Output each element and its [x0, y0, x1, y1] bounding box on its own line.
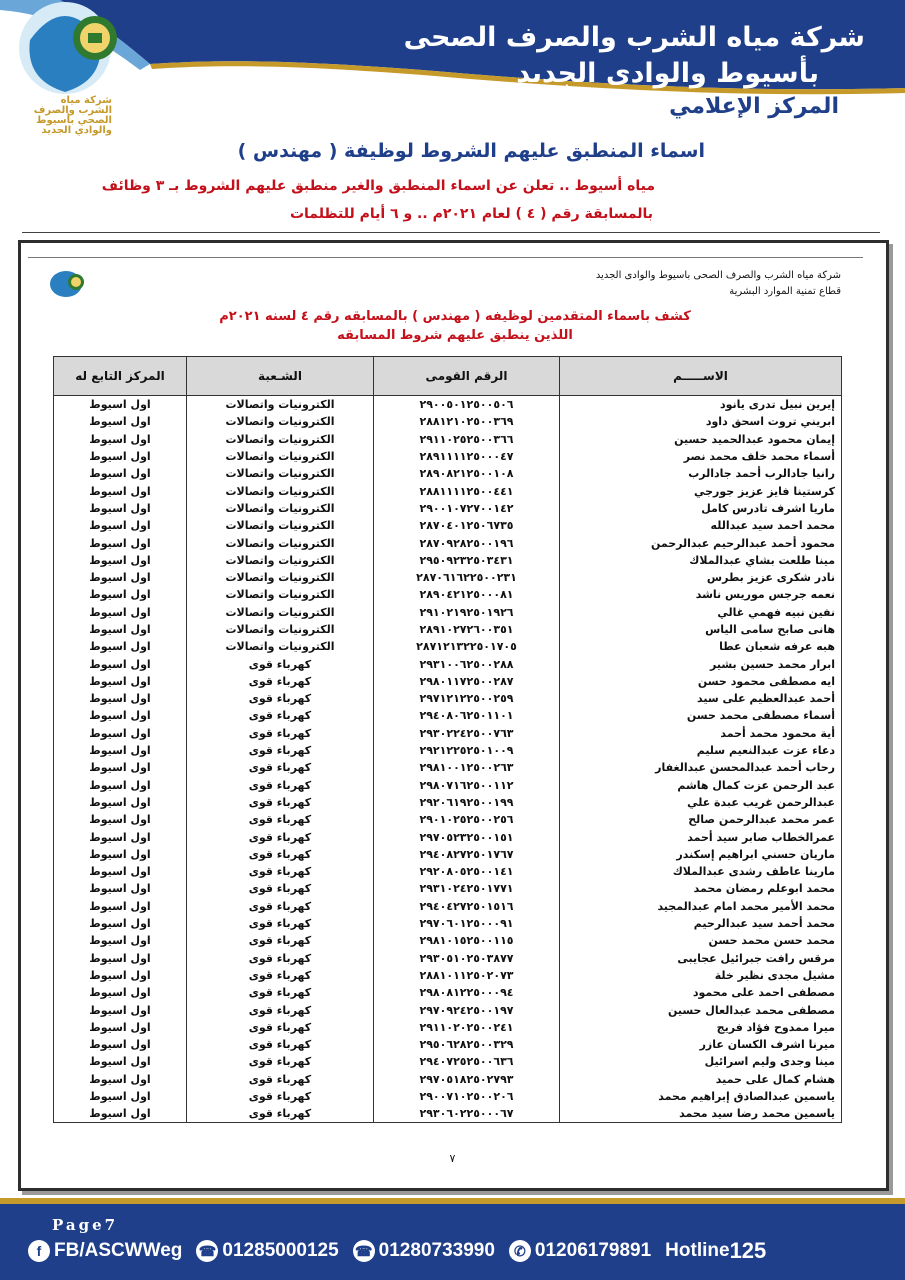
table-row	[54, 967, 842, 984]
applicant-name: أحمد عبدالعظيم على سيد	[560, 690, 842, 707]
center: اول اسيوط	[54, 673, 187, 690]
national-id: ٢٩٠١٠٢٥٢٥٠٠٢٥٦	[374, 811, 560, 828]
national-id: ٢٩٣١٠٢٤٢٥٠١٧٧١	[374, 880, 560, 897]
branch: كهرباء قوى	[187, 1105, 374, 1123]
branch: كهرباء قوى	[187, 1088, 374, 1105]
national-id: ٢٩١٠٢١٩٢٥٠١٩٢٦	[374, 604, 560, 621]
company-logo	[0, 0, 150, 110]
whatsapp-number: 01206179891	[534, 1240, 652, 1261]
table-row	[54, 396, 842, 414]
list-subtitle: اللذين ينطبق عليهم شروط المسابقه	[337, 328, 573, 343]
applicant-name: رحاب أحمد عبدالمحسن عبدالغفار	[560, 759, 842, 776]
applicant-name: محمود أحمد عبدالرحيم عبدالرحمن	[560, 534, 842, 551]
table-row	[54, 846, 842, 863]
applicant-name: ايه مصطفى محمود حسن	[560, 673, 842, 690]
branch: الكترونيات واتصالات	[187, 517, 374, 534]
national-id: ٢٨٧٠٤٠١٢٥٠٦٧٣٥	[374, 517, 560, 534]
applicant-name: مارينا عاطف رشدى عبدالملاك	[560, 863, 842, 880]
branch: الكترونيات واتصالات	[187, 569, 374, 586]
national-id: ٢٩٧٠٥١٨٢٥٠٢٧٩٣	[374, 1071, 560, 1088]
center: اول اسيوط	[54, 794, 187, 811]
table-row	[54, 1053, 842, 1070]
national-id: ٢٩٠٠٥٠١٢٥٠٠٥٠٦	[374, 396, 560, 414]
national-id: ٢٨٩١٠٢٧٢٦٠٠٣٥١	[374, 621, 560, 638]
center: اول اسيوط	[54, 950, 187, 967]
branch: الكترونيات واتصالات	[187, 586, 374, 603]
facebook-icon: f	[28, 1240, 50, 1262]
table-row	[54, 759, 842, 776]
national-id: ٢٨٧٠٩٢٨٢٥٠٠١٩٦	[374, 534, 560, 551]
applicant-name: هبه عرفه شعبان عطا	[560, 638, 842, 655]
applicant-name: أسماء محمد خلف محمد نصر	[560, 448, 842, 465]
table-row	[54, 725, 842, 742]
table-row	[54, 465, 842, 482]
page-header	[0, 0, 905, 138]
national-id: ٢٨٩٠٨٢١٢٥٠٠١٠٨	[374, 465, 560, 482]
applicant-name: أية محمود محمد أحمد	[560, 725, 842, 742]
branch: الكترونيات واتصالات	[187, 431, 374, 448]
announcement-line3: بالمسابقة رقم ( ٤ ) لعام ٢٠٢١م .. و ٦ أيام للتظلمات	[289, 206, 653, 222]
national-id: ٢٩١١٠٢٥٢٥٠٠٣٦٦	[374, 431, 560, 448]
applicant-name: ياسمين عبدالصادق إبراهيم محمد	[560, 1088, 842, 1105]
branch: كهرباء قوى	[187, 794, 374, 811]
list-title: كشف باسماء المتقدمين لوظيفه ( مهندس ) بالمسابقه رقم ٤ لسنه ٢٠٢١م	[219, 309, 691, 324]
branch: كهرباء قوى	[187, 984, 374, 1001]
national-id: ٢٩٨٠٧١٦٢٥٠٠١١٢	[374, 777, 560, 794]
center: اول اسيوط	[54, 638, 187, 655]
applicant-name: عمر محمد عبدالرحمن صالح	[560, 811, 842, 828]
applicant-name: محمد أحمد سيد عبدالرحيم	[560, 915, 842, 932]
center: اول اسيوط	[54, 828, 187, 845]
table-row	[54, 638, 842, 655]
center: اول اسيوط	[54, 1053, 187, 1070]
table-row	[54, 707, 842, 724]
applicant-name: إيرين نبيل تدرى يانود	[560, 396, 842, 414]
applicant-name: مصطفى احمد على محمود	[560, 984, 842, 1001]
national-id: ٢٩٢٠٦١٩٢٥٠٠١٩٩	[374, 794, 560, 811]
company-name-line2: بأسيوط والوادى الجديد	[516, 58, 819, 89]
center: اول اسيوط	[54, 500, 187, 517]
branch: كهرباء قوى	[187, 1001, 374, 1018]
branch: كهرباء قوى	[187, 1053, 374, 1070]
branch: كهرباء قوى	[187, 846, 374, 863]
center: اول اسيوط	[54, 482, 187, 499]
table-row	[54, 1088, 842, 1105]
national-id: ٢٩٧١٢١٢٢٥٠٠٢٥٩	[374, 690, 560, 707]
center: اول اسيوط	[54, 811, 187, 828]
table-row	[54, 482, 842, 499]
table-row	[54, 552, 842, 569]
applicant-name: عبد الرحمن عزت كمال هاشم	[560, 777, 842, 794]
branch: كهرباء قوى	[187, 742, 374, 759]
table-row	[54, 1001, 842, 1018]
branch: الكترونيات واتصالات	[187, 482, 374, 499]
applicant-name: مشيل مجدى نظير خلة	[560, 967, 842, 984]
center: اول اسيوط	[54, 898, 187, 915]
applicant-name: رانيا جادالرب أحمد جادالرب	[560, 465, 842, 482]
applicant-name: نفين نبيه فهمي غالي	[560, 604, 842, 621]
branch: كهرباء قوى	[187, 1036, 374, 1053]
table-row	[54, 1105, 842, 1123]
table-row	[54, 1036, 842, 1053]
branch: كهرباء قوى	[187, 1019, 374, 1036]
national-id: ٢٩٢١٢٢٥٢٥٠١٠٠٩	[374, 742, 560, 759]
applicant-name: نادر شكرى عزيز بطرس	[560, 569, 842, 586]
national-id: ٢٩١١٠٢٠٢٥٠٠٢٤١	[374, 1019, 560, 1036]
center: اول اسيوط	[54, 846, 187, 863]
national-id: ٢٨٨١٢١٠٢٥٠٠٣٦٩	[374, 413, 560, 430]
center: اول اسيوط	[54, 932, 187, 949]
table-row	[54, 742, 842, 759]
phone-number-2: 01280733990	[378, 1240, 495, 1261]
applicant-name: محمد ابوعلم رمضان محمد	[560, 880, 842, 897]
branch: الكترونيات واتصالات	[187, 604, 374, 621]
table-row	[54, 915, 842, 932]
center: اول اسيوط	[54, 534, 187, 551]
phone-link-2[interactable]	[353, 1240, 495, 1262]
table-row	[54, 898, 842, 915]
table-row	[54, 1019, 842, 1036]
phone-icon: ☎	[196, 1240, 218, 1262]
branch: كهرباء قوى	[187, 828, 374, 845]
national-id: ٢٩٣٠٢٢٤٢٥٠٠٧٦٣	[374, 725, 560, 742]
applicant-name: نعمه جرجس موريس ناشد	[560, 586, 842, 603]
center: اول اسيوط	[54, 880, 187, 897]
center: اول اسيوط	[54, 586, 187, 603]
logo-text: شركة مياه الشرب والصرف الصحي بأسيوط والوادي الجديد	[33, 95, 112, 136]
center: اول اسيوط	[54, 413, 187, 430]
column-header-center: المركز التابع له	[54, 357, 187, 396]
national-id: ٢٨٩١١١١٢٥٠٠٠٤٧	[374, 448, 560, 465]
applicant-name: هانى صابح سامى الياس	[560, 621, 842, 638]
national-id: ٢٩٣٠٥١٠٢٥٠٣٨٧٧	[374, 950, 560, 967]
sheet-top-line	[28, 257, 863, 258]
column-header-branch: الشـعبة	[187, 357, 374, 396]
center: اول اسيوط	[54, 1071, 187, 1088]
center: اول اسيوط	[54, 967, 187, 984]
hotline-label: Hotline	[665, 1240, 730, 1261]
table-row	[54, 569, 842, 586]
table-row	[54, 863, 842, 880]
applicant-name: مينا وجدى وليم اسرائيل	[560, 1053, 842, 1070]
national-id: ٢٩٠٠١٠٧٢٧٠٠١٤٢	[374, 500, 560, 517]
table-row	[54, 828, 842, 845]
center: اول اسيوط	[54, 863, 187, 880]
media-center-label: المركز الإعلامي	[669, 94, 839, 119]
applicant-name: مصطفى محمد عبدالعال حسين	[560, 1001, 842, 1018]
applicant-name: كرستينا فايز عزيز جورجي	[560, 482, 842, 499]
table-row	[54, 673, 842, 690]
center: اول اسيوط	[54, 1019, 187, 1036]
center: اول اسيوط	[54, 707, 187, 724]
national-id: ٢٩٨٠٨١٢٢٥٠٠٠٩٤	[374, 984, 560, 1001]
national-id: ٢٩٣٠٦٠٢٢٥٠٠٠٦٧	[374, 1105, 560, 1123]
applicant-name: ماريان حسني ابراهيم إسكندر	[560, 846, 842, 863]
contact-bar	[28, 1238, 780, 1264]
phone-icon: ☎	[353, 1240, 375, 1262]
national-id: ٢٩٧٠٦٠١٢٥٠٠٠٩١	[374, 915, 560, 932]
center: اول اسيوط	[54, 1105, 187, 1123]
national-id: ٢٩٤٠٨٠٦٢٥٠١١٠١	[374, 707, 560, 724]
applicant-name: محمد احمد سيد عبدالله	[560, 517, 842, 534]
org-line1: شركة مياه الشرب والصرف الصحى باسيوط والوادى الجديد	[595, 270, 841, 281]
table-row	[54, 794, 842, 811]
center: اول اسيوط	[54, 621, 187, 638]
branch: الكترونيات واتصالات	[187, 638, 374, 655]
national-id: ٢٨٨١١١١٢٥٠٠٤٤١	[374, 482, 560, 499]
national-id: ٢٩٨٠١١٧٢٥٠٠٢٨٧	[374, 673, 560, 690]
table-row	[54, 811, 842, 828]
applicant-name: هشام كمال على حميد	[560, 1071, 842, 1088]
whatsapp-icon: ✆	[509, 1240, 531, 1262]
applicant-name: ماريا اشرف تادرس كامل	[560, 500, 842, 517]
table-row	[54, 932, 842, 949]
announcement-line2: مياه أسيوط .. تعلن عن اسماء المنطبق والغير منطبق عليهم الشروط بـ ٣ وظائف	[101, 178, 655, 194]
center: اول اسيوط	[54, 431, 187, 448]
branch: الكترونيات واتصالات	[187, 396, 374, 414]
center: اول اسيوط	[54, 569, 187, 586]
table-row	[54, 586, 842, 603]
table-row	[54, 621, 842, 638]
applicant-name: ابرار محمد حسين بشير	[560, 655, 842, 672]
center: اول اسيوط	[54, 517, 187, 534]
center: اول اسيوط	[54, 742, 187, 759]
company-name-line1: شركة مياه الشرب والصرف الصحى	[403, 22, 865, 53]
branch: الكترونيات واتصالات	[187, 448, 374, 465]
national-id: ٢٩٤٠٧٢٥٢٥٠٠٦٣٦	[374, 1053, 560, 1070]
org-line2: قطاع تمنية الموارد البشرية	[729, 286, 841, 297]
table-row	[54, 1071, 842, 1088]
branch: كهرباء قوى	[187, 725, 374, 742]
center: اول اسيوط	[54, 915, 187, 932]
page-label: Page7	[52, 1216, 119, 1234]
branch: كهرباء قوى	[187, 707, 374, 724]
applicant-name: ميرنا اشرف الكسان عازر	[560, 1036, 842, 1053]
center: اول اسيوط	[54, 396, 187, 414]
applicant-name: محمد الأمير محمد امام عبدالمجيد	[560, 898, 842, 915]
branch: كهرباء قوى	[187, 811, 374, 828]
column-header-national-id: الرقم القومى	[374, 357, 560, 396]
table-row	[54, 517, 842, 534]
national-id: ٢٩٥٠٩٢٣٢٥٠٣٤٣١	[374, 552, 560, 569]
facebook-link[interactable]	[28, 1240, 182, 1262]
national-id: ٢٩٨١٠٠١٢٥٠٠٢٦٣	[374, 759, 560, 776]
national-id: ٢٩٠٠٧١٠٢٥٠٠٢٠٦	[374, 1088, 560, 1105]
national-id: ٢٨٧١٢١٣٢٢٥٠١٧٠٥	[374, 638, 560, 655]
branch: الكترونيات واتصالات	[187, 500, 374, 517]
center: اول اسيوط	[54, 1088, 187, 1105]
table-row	[54, 431, 842, 448]
national-id: ٢٩٥٠٦٢٨٢٥٠٠٣٢٩	[374, 1036, 560, 1053]
center: اول اسيوط	[54, 655, 187, 672]
phone-number-1: 01285000125	[222, 1240, 339, 1261]
branch: كهرباء قوى	[187, 777, 374, 794]
hotline-number: 125	[729, 1238, 767, 1263]
national-id: ٢٨٧٠٦١٦٢٢٥٠٠٢٣١	[374, 569, 560, 586]
center: اول اسيوط	[54, 1001, 187, 1018]
center: اول اسيوط	[54, 690, 187, 707]
national-id: ٢٩٧٠٩٢٤٢٥٠٠١٩٧	[374, 1001, 560, 1018]
whatsapp-link[interactable]	[509, 1240, 651, 1262]
center: اول اسيوط	[54, 604, 187, 621]
national-id: ٢٩٧٠٥٢٣٢٥٠٠١٥١	[374, 828, 560, 845]
branch: الكترونيات واتصالات	[187, 621, 374, 638]
center: اول اسيوط	[54, 448, 187, 465]
branch: كهرباء قوى	[187, 880, 374, 897]
applicant-name: أسماء مصطفى محمد حسن	[560, 707, 842, 724]
applicant-name: ميرا ممدوح فؤاد فريج	[560, 1019, 842, 1036]
national-id: ٢٩٣١٠٠٦٢٥٠٠٢٨٨	[374, 655, 560, 672]
branch: الكترونيات واتصالات	[187, 552, 374, 569]
table-header-row	[54, 357, 842, 396]
announcement-title: اسماء المنطبق عليهم الشروط لوظيفة ( مهندس )	[237, 140, 705, 162]
branch: كهرباء قوى	[187, 863, 374, 880]
branch: كهرباء قوى	[187, 690, 374, 707]
table-row	[54, 413, 842, 430]
table-row	[54, 984, 842, 1001]
center: اول اسيوط	[54, 465, 187, 482]
branch: كهرباء قوى	[187, 673, 374, 690]
divider	[22, 232, 880, 233]
branch: الكترونيات واتصالات	[187, 413, 374, 430]
facebook-handle: FB/ASCWWeg	[54, 1240, 183, 1261]
branch: الكترونيات واتصالات	[187, 534, 374, 551]
applicant-name: ابريني تروت اسحق داود	[560, 413, 842, 430]
center: اول اسيوط	[54, 725, 187, 742]
national-id: ٢٩٢٠٨٠٥٢٥٠٠١٤١	[374, 863, 560, 880]
applicant-name: عمرالخطاب صابر سيد أحمد	[560, 828, 842, 845]
branch: كهرباء قوى	[187, 967, 374, 984]
table-row	[54, 690, 842, 707]
phone-link-1[interactable]	[196, 1240, 338, 1262]
branch: كهرباء قوى	[187, 950, 374, 967]
table-row	[54, 777, 842, 794]
branch: كهرباء قوى	[187, 655, 374, 672]
branch: الكترونيات واتصالات	[187, 465, 374, 482]
applicant-name: عبدالرحمن غريب عبدة علي	[560, 794, 842, 811]
branch: كهرباء قوى	[187, 932, 374, 949]
center: اول اسيوط	[54, 777, 187, 794]
applicant-name: إيمان محمود عبدالحميد حسين	[560, 431, 842, 448]
table-row	[54, 655, 842, 672]
applicant-name: دعاء عزت عبدالنعيم سليم	[560, 742, 842, 759]
national-id: ٢٨٨١٠١١٢٥٠٢٠٧٣	[374, 967, 560, 984]
center: اول اسيوط	[54, 984, 187, 1001]
center: اول اسيوط	[54, 552, 187, 569]
column-header-name: الاســـــم	[560, 357, 842, 396]
applicants-table	[53, 356, 842, 1123]
branch: كهرباء قوى	[187, 915, 374, 932]
table-row	[54, 880, 842, 897]
center: اول اسيوط	[54, 1036, 187, 1053]
table-row	[54, 950, 842, 967]
applicant-name: ياسمين محمد رضا سيد محمد	[560, 1105, 842, 1123]
national-id: ٢٩٨١٠١٥٢٥٠٠١١٥	[374, 932, 560, 949]
national-id: ٢٩٤٠٤٢٧٢٥٠١٥١٦	[374, 898, 560, 915]
applicant-name: محمد حسن محمد حسن	[560, 932, 842, 949]
branch: كهرباء قوى	[187, 1071, 374, 1088]
branch: كهرباء قوى	[187, 898, 374, 915]
branch: كهرباء قوى	[187, 759, 374, 776]
national-id: ٢٩٤٠٨٢٧٢٥٠١٧٦٧	[374, 846, 560, 863]
table-row	[54, 604, 842, 621]
table-row	[54, 534, 842, 551]
small-logo	[48, 268, 90, 300]
applicant-name: مرقس رافت جبرائيل عجايبى	[560, 950, 842, 967]
table-row	[54, 448, 842, 465]
center: اول اسيوط	[54, 759, 187, 776]
hotline[interactable]	[665, 1238, 766, 1264]
table-row	[54, 500, 842, 517]
applicant-name: مينا طلعت بشاي عبدالملاك	[560, 552, 842, 569]
national-id: ٢٨٩٠٤٢١٢٥٠٠٠٨١	[374, 586, 560, 603]
page-number: ٧	[449, 1152, 456, 1165]
